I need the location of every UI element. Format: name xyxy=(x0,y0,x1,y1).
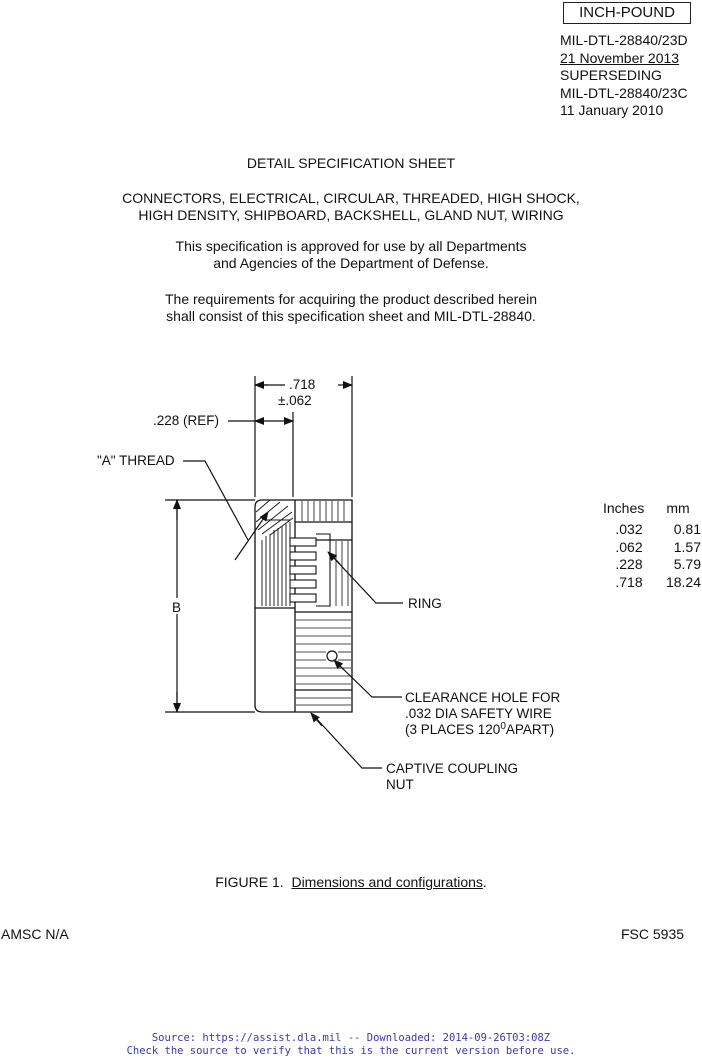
units-header-mm: mm xyxy=(666,499,690,516)
units-inches-value: .032 xyxy=(615,521,643,538)
ring-teeth xyxy=(290,534,330,606)
doc-number: MIL-DTL-28840/23D xyxy=(560,32,688,48)
caption-prefix: FIGURE 1. xyxy=(215,874,284,890)
ring-leader xyxy=(328,552,403,603)
subject-title xyxy=(0,190,702,224)
inch-pound-stamp: INCH-POUND xyxy=(563,2,691,24)
units-mm-value: 5.79 xyxy=(673,556,701,573)
clearance-leader xyxy=(334,660,402,697)
dim-228-ref-label: .228 (REF) xyxy=(153,413,220,428)
units-header-inches: Inches xyxy=(603,499,645,516)
superseded-date: 11 January 2010 xyxy=(560,102,664,118)
clearance-line-3-pre: (3 PLACES 120 xyxy=(405,722,501,737)
caption-suffix: . xyxy=(482,874,487,890)
amsc-code: AMSC N/A xyxy=(1,926,69,942)
dim-718-label: .718 xyxy=(289,377,316,392)
document-identification xyxy=(560,32,688,120)
units-inches-value: .062 xyxy=(615,538,643,555)
units-inches-value: .228 xyxy=(615,556,643,573)
units-mm-value: 18.24 xyxy=(665,573,701,590)
approval-line-2: and Agencies of the Department of Defense. xyxy=(213,255,489,271)
captive-line-2: NUT xyxy=(386,777,414,792)
approval-line-1: This specification is approved for use by all Departments xyxy=(175,238,527,254)
dim-tolerance-label: ±.062 xyxy=(278,393,312,408)
clearance-line-2: .032 DIA SAFETY WIRE xyxy=(405,706,552,721)
sheet-type-title: DETAIL SPECIFICATION SHEET xyxy=(246,155,456,171)
dimension-228-ref xyxy=(228,412,293,497)
ring-label: RING xyxy=(408,596,442,611)
nut-knurling-lower xyxy=(296,620,351,705)
clearance-line-1: CLEARANCE HOLE FOR xyxy=(405,690,561,705)
units-row xyxy=(603,538,701,556)
requirements-line-2: shall consist of this specification sheet and MIL-DTL-28840. xyxy=(166,308,536,324)
b-label: B xyxy=(172,600,182,615)
safety-wire-hole xyxy=(327,651,337,661)
units-header-row xyxy=(603,499,701,517)
clearance-line-3-post: APART) xyxy=(505,722,555,737)
requirements-statement xyxy=(0,291,702,325)
thread-hatching xyxy=(256,500,293,535)
approval-statement xyxy=(0,238,702,272)
caption-text: Dimensions and configurations xyxy=(291,874,483,890)
subject-line-2: HIGH DENSITY, SHIPBOARD, BACKSHELL, GLAND NUT, WIRING xyxy=(138,207,564,223)
source-line-1: Source: https://assist.dla.mil -- Downloaded: 2014-09-26T03:08Z xyxy=(151,1032,551,1044)
units-inches-value: .718 xyxy=(615,573,643,590)
superseding-label: SUPERSEDING xyxy=(560,67,662,83)
clearance-line-3 xyxy=(405,721,554,737)
backshell-ribs xyxy=(262,522,290,606)
connector-drawing xyxy=(0,360,702,830)
doc-date: 21 November 2013 xyxy=(560,49,680,66)
captive-line-1: CAPTIVE COUPLING xyxy=(386,761,519,776)
source-line-2: Check the source to verify that this is the current version before use. xyxy=(126,1044,576,1057)
fsc-code: FSC 5935 xyxy=(621,926,685,942)
a-thread-label: "A" THREAD xyxy=(97,453,175,468)
units-row xyxy=(603,573,701,591)
superseded-number: MIL-DTL-28840/23C xyxy=(560,84,688,101)
units-row xyxy=(603,517,701,539)
source-notice xyxy=(0,1032,702,1057)
units-mm-value: 1.57 xyxy=(673,538,701,555)
subject-line-1: CONNECTORS, ELECTRICAL, CIRCULAR, THREADED, HIGH SHOCK, xyxy=(122,190,580,206)
units-mm-value: 0.81 xyxy=(673,521,701,538)
requirements-line-1: The requirements for acquiring the product described herein xyxy=(165,291,537,307)
captive-nut-leader xyxy=(311,713,382,768)
units-row xyxy=(603,556,701,574)
units-conversion-table xyxy=(603,499,701,591)
degree-superscript: 0 xyxy=(500,721,506,732)
figure-caption xyxy=(0,874,702,891)
